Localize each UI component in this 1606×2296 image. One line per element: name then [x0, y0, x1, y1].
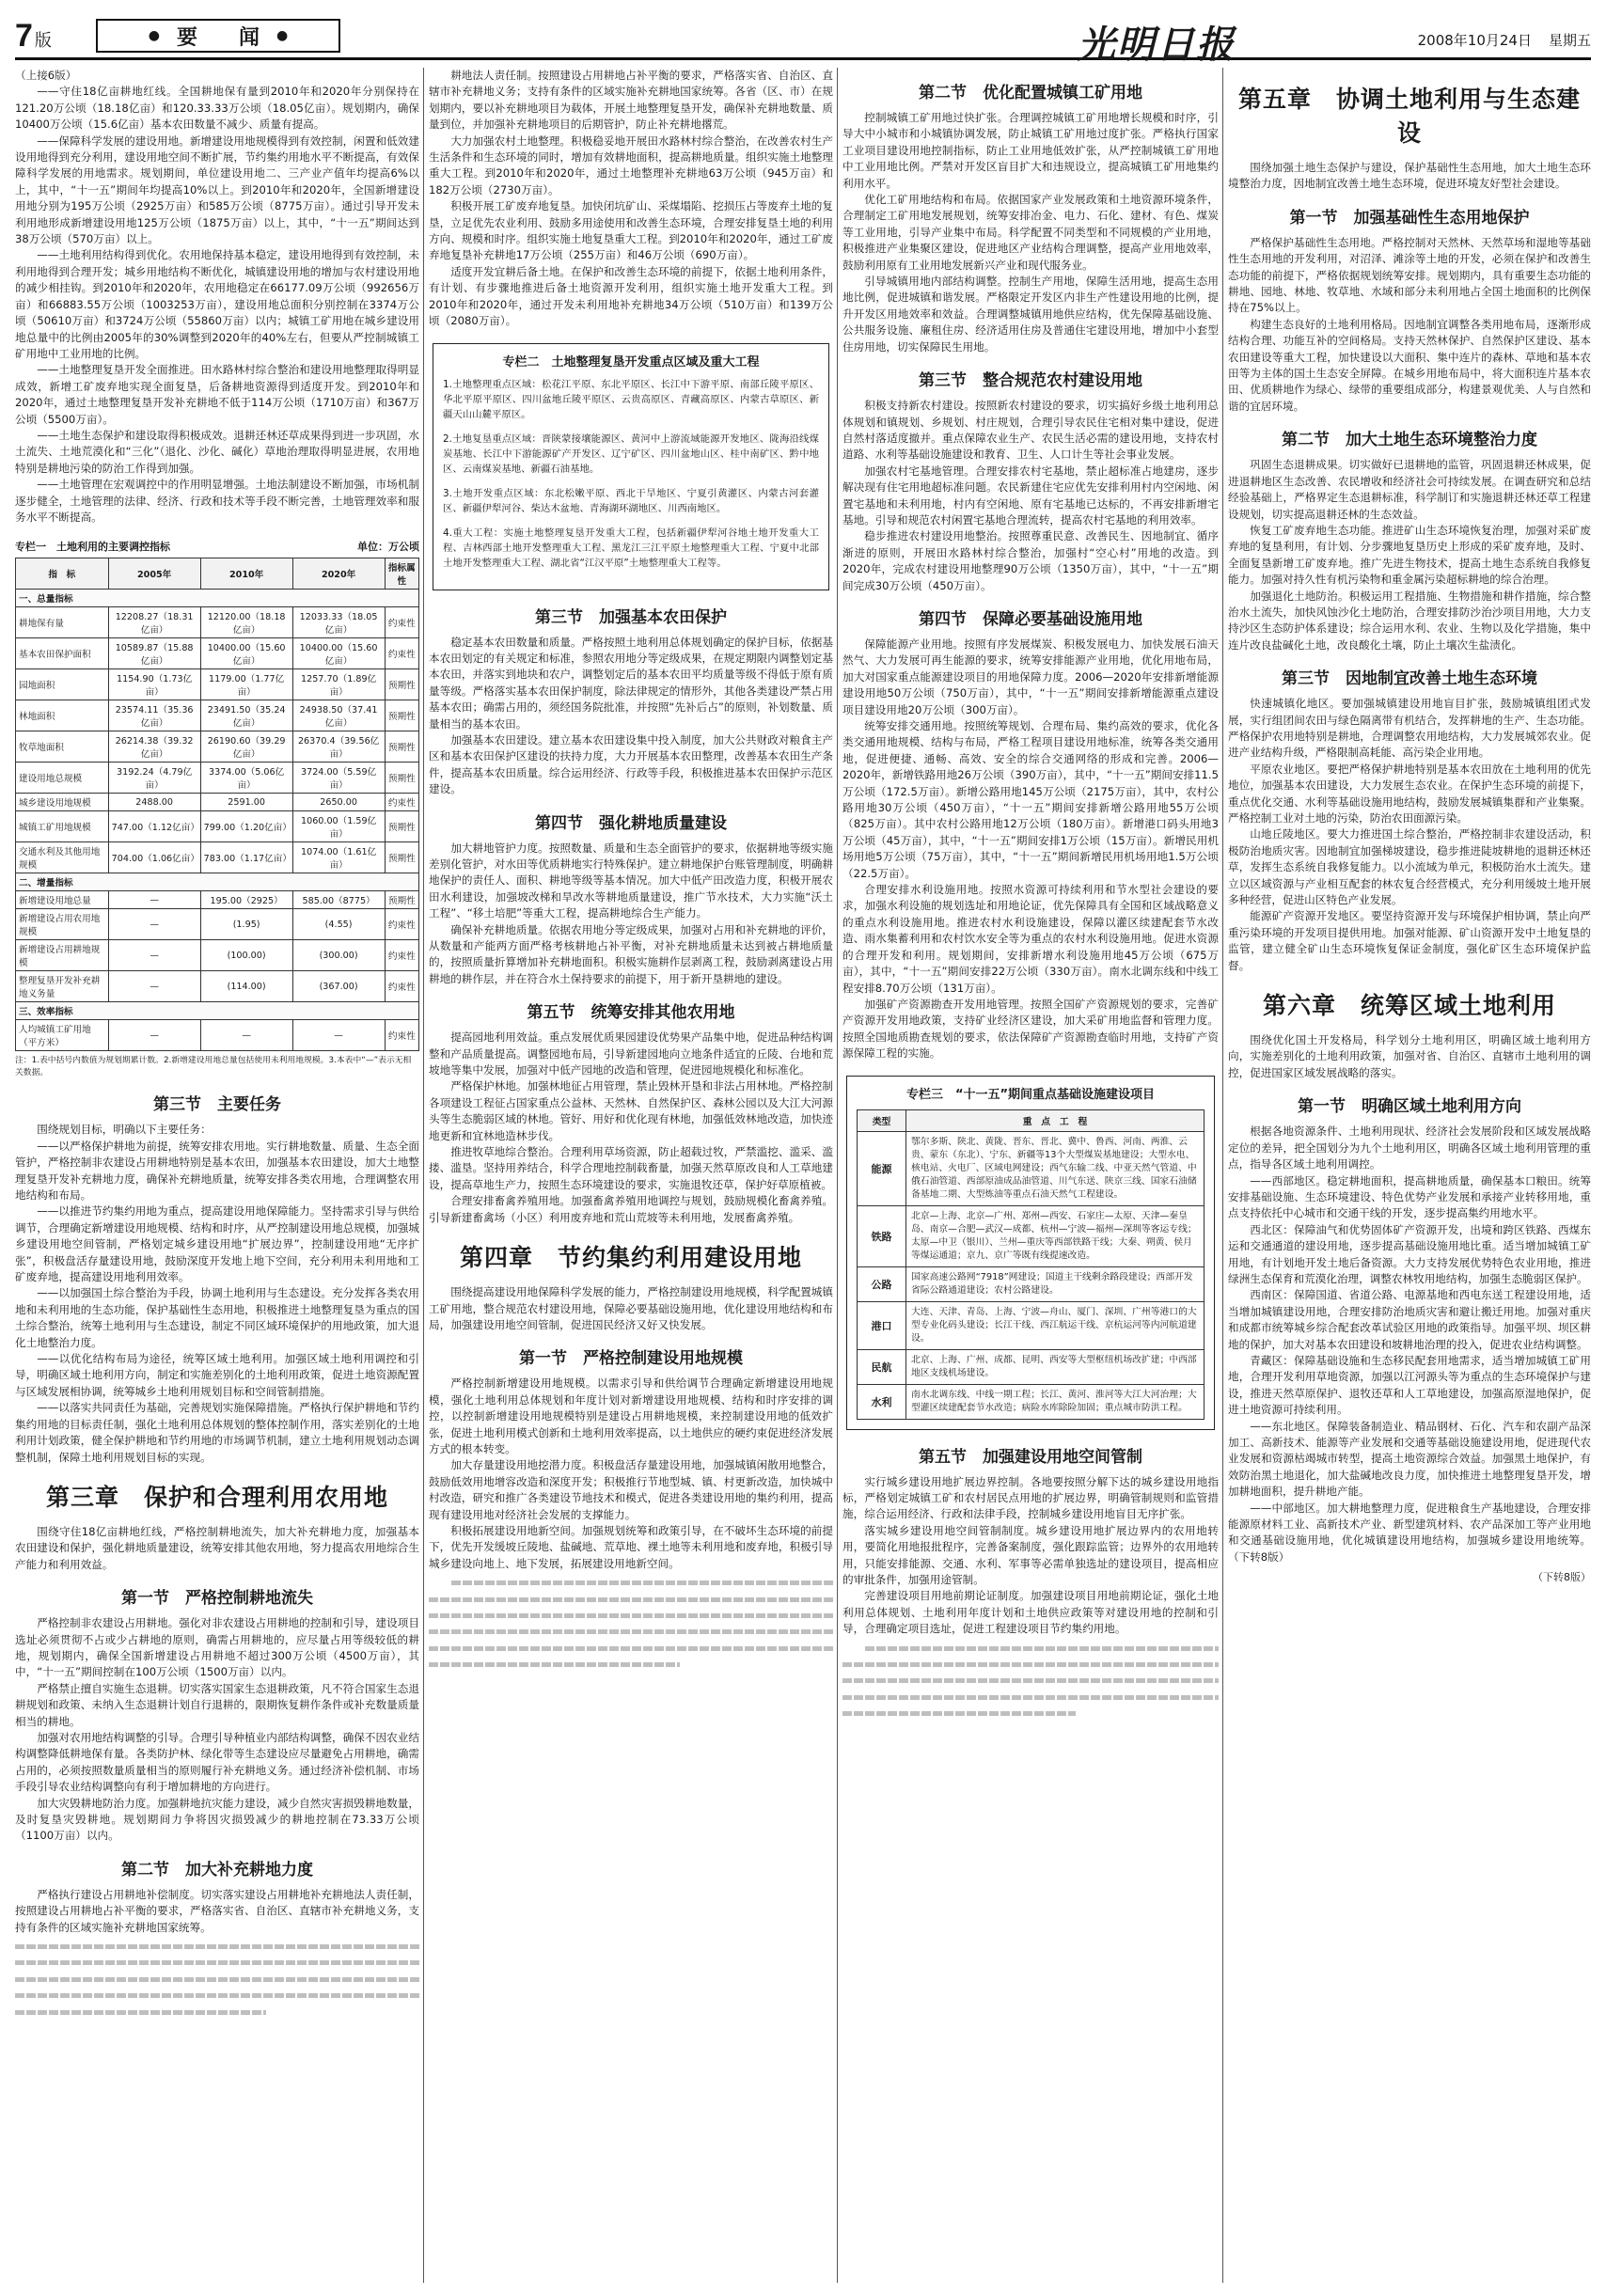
paragraph: 控制城镇工矿用地过快扩张。合理调控城镇工矿用地增长规模和时序，引导大中小城市和小城镇协调发展，防止城镇工矿用地过度扩张。严格执行国家工业项目建设用地控制指标，防止工业用地低效扩张，从严控制城镇工矿用地中工业用地比例。严禁对开发区盲目扩大和违规设立，提高城镇工矿用地集约利用水平。: [842, 111, 1219, 190]
indicator-name: 牧草地面积: [16, 731, 109, 763]
category-cell: 能源: [858, 1131, 906, 1205]
column-1: [15, 68, 419, 2283]
goal-paragraph: ——守住18亿亩耕地红线。全国耕地保有量到2010年和2020年分别保持在121.20万公顷（18.18亿亩）和120.33.33万公顷（18.05亿亩）。规划期内，确保10400万公顷（15.6亿亩）基本农田数量不减少、质量有提高。: [15, 85, 419, 132]
paragraph: 合理安排水利设施用地。按照水资源可持续利用和节水型社会建设的要求，加强水利设施的规划选址和用地论证，优先保障具有全国和区域战略意义的重点水利设施用地。推进农村水利设施建设，保障以灌区续建配套节水改造、雨水集蓄利用和农村饮水安全等为重点的农村水利设施用地。促进水资源的合理开发和利用。规划期间，安排新增水利设施用地45万公顷（675万亩），其中，“十一五”期间安排22万公顷（330万亩）。南水北调东线和中线工程安排8.70万公顷（131万亩）。: [842, 883, 1219, 995]
table-unit: 单位：万公顷: [357, 541, 419, 554]
table-body: [16, 590, 419, 1051]
paragraph: 青藏区：保障基础设施和生态移民配套用地需求，适当增加城镇工矿用地，合理开发利用草地资源，加强以江河源头等为重点的生态环境保护与建设，推进天然草原保护、退牧还草和人工草地建设，加强高原湿地保护，促进土地资源可持续利用。: [1228, 1353, 1591, 1417]
paragraph: 巩固生态退耕成果。切实做好已退耕地的监管，巩固退耕还林成果，促进退耕地区生态改善、农民增收和经济社会可持续发展。在调查研究和总结经验基础上，严格界定生态退耕标准，科学制订和实施退耕还林还草工程建设规划，切实提高退耕还林的生态效益。: [1228, 458, 1591, 521]
indicator-value: —: [108, 1020, 200, 1051]
table-row: [16, 638, 419, 669]
table-row: [858, 1205, 1204, 1266]
project-cell: 北京、上海、广州、成都、昆明、西安等大型枢纽机场改扩建；中西部地区支线机场建设。: [906, 1349, 1204, 1384]
text-filler: [15, 1938, 419, 2020]
column-divider: [837, 68, 838, 2283]
paragraph: ——中部地区。加大耕地整理力度，促进粮食生产基地建设，合理安排能源原材料工业、高新技术产业、新型建筑材料、农产品深加工等产业用地和交通基础设施用地，优化城镇建设用地结构，加强城乡建设用地统筹。（下转8版）: [1228, 1501, 1591, 1564]
chapter-heading: 第六章 统筹区域土地利用: [1262, 992, 1556, 1020]
paragraph: 大力加强农村土地整理。积极稳妥地开展田水路林村综合整治，在改善农村生产生活条件和生态环境的同时，增加有效耕地面积，提高耕地质量。组织实施土地整理重大工程。到2010年和2020年，通过土地整理补充耕地63万公顷（945万亩）和182万公顷（2730万亩）。: [429, 134, 833, 197]
section-heading: 第一节 严格控制建设用地规模: [519, 1349, 743, 1369]
table-row: [16, 1020, 419, 1051]
indicator-attribute: 约束性: [385, 909, 418, 940]
paragraph: 快速城镇化地区。要加强城镇建设用地盲目扩张，鼓励城镇组团式发展，实行组团间农田与绿色隔离带有机结合，发挥耕地的生产、生态功能。严格保护农用地特别是耕地，合理调整农用地结构，大力发展城郊农业。促进产业结构升级，严格限制高耗能、高污染企业用地。: [1228, 697, 1591, 760]
indicator-attribute: 约束性: [385, 607, 418, 638]
indicator-value: 3724.00（5.59亿亩）: [292, 763, 385, 794]
text-filler: [429, 1574, 833, 1672]
indicator-attribute: 预期性: [385, 669, 418, 700]
indicator-value: 26370.4（39.56亿亩）: [292, 731, 385, 763]
section-heading: 第一节 严格控制耕地流失: [121, 1589, 313, 1609]
section-heading: 第五节 统筹安排其他农用地: [527, 1003, 735, 1023]
indicator-name: 城乡建设用地规模: [16, 794, 109, 811]
indicator-attribute: 预期性: [385, 700, 418, 731]
indicator-table: [15, 558, 419, 1051]
group-label: 二、增量指标: [16, 873, 419, 891]
indicator-name: 建设用地总规模: [16, 763, 109, 794]
paragraph: 西南区：保障国道、省道公路、电源基地和西电东送工程建设用地，适当增加城镇建设用地，合理安排防治地质灾害和避让搬迁用地。加强对重庆和成都市统筹城乡综合配套改革试验区用地的政策指导。加强平坝、坝区耕地的保护，加大对基本农田建设和坡耕地治理的投入，促进农业结构调整。: [1228, 1288, 1591, 1351]
section-heading: 第五节 加强建设用地空间管制: [919, 1447, 1142, 1467]
paragraph: ——以推进节约集约用地为重点，提高建设用地保障能力。坚持需求引导与供给调节，合理确定新增建设用地规模、结构和时序，从严控制建设用地总规模，加强城乡建设用地空间管制，严格划定城乡建设用地“扩展边界”，控制建设用地“无序扩张”，积极盘活存量建设用地，鼓励深度开发地上地下空间，充分利用未利用地和工矿废弃地，提高建设用地利用效率。: [15, 1204, 419, 1284]
bullet-icon: ●: [276, 28, 289, 43]
paragraph: 加强退化土地防治。积极运用工程措施、生物措施和耕作措施，综合整治水土流失，加快风蚀沙化土地防治，合理安排防沙治沙项目用地，大力支持沙区生态防护体系建设；综合运用水利、农业、生物以及化学措施，集中连片改良盐碱化土地，改良酸化土壤，防止土壤次生盐渍化。: [1228, 589, 1591, 652]
table-group-row: [16, 1002, 419, 1020]
table-row: [858, 1266, 1204, 1301]
indicator-value: 747.00（1.12亿亩）: [108, 811, 200, 842]
paragraph: 加强对农用地结构调整的引导。合理引导种植业内部结构调整，确保不因农业结构调整降低耕地保有量。各类防护林、绿化带等生态建设应尽量避免占用耕地，确需占用的，必须按照数量质量相当的原则履行补充耕地义务。通过经济补偿机制、市场手段引导农业结构调整向有利于增加耕地的方向进行。: [15, 1730, 419, 1794]
paragraph: 围绕守住18亿亩耕地红线，严格控制耕地流失，加大补充耕地力度，加强基本农田建设和保护，强化耕地质量建设，统筹安排其他农用地，努力提高农用地综合生产能力和利用效益。: [15, 1524, 419, 1571]
indicator-value: 195.00（2925）: [200, 891, 292, 909]
bullet-icon: ●: [148, 28, 160, 43]
paragraph: 加强基本农田建设。建立基本农田建设集中投入制度，加大公共财政对粮食主产区和基本农田保护区建设的扶持力度，大力开展基本农田整理，改善基本农田生产条件，提高基本农田质量。综合运用经济、行政等手段，积极推进基本农田保护示范区建设。: [429, 732, 833, 796]
paragraph: 严格控制非农建设占用耕地。强化对非农建设占用耕地的控制和引导，建设项目选址必须贯彻不占或少占耕地的原则，确需占用耕地的，应尽量占用等级较低的耕地，规划期内，确保全国新增建设占用耕地不超过300万公顷（4500万亩），其中，“十一五”期间控制在100万公顷（1500万亩）以内。: [15, 1616, 419, 1679]
column-header: 2005年: [108, 558, 200, 590]
indicator-value: 2650.00: [292, 794, 385, 811]
project-cell: 鄂尔多斯、陕北、黄陇、晋东、晋北、冀中、鲁西、河南、两淮、云贵、蒙东（东北）、宁东、新疆等13个大型煤炭基地建设；大型水电、核电站、火电厂、区域电网建设；西气东输二线、中亚天然气管道、中俄石油管道、西部原油成品油管道、川气东送、陕京三线、国家石油储备基地二期、大型炼油等重点石油天然气工程建设。: [906, 1131, 1204, 1205]
masthead: [15, 13, 1591, 67]
paragraph: 围绕提高建设用地保障科学发展的能力，严格控制建设用地规模，科学配置城镇工矿用地，整合规范农村建设用地，保障必要基础设施用地，优化建设用地结构和布局，加强建设用地空间管制，促进国民经济又好又快发展。: [429, 1285, 833, 1331]
column-2: [429, 68, 833, 2283]
indicator-value: 23574.11（35.36亿亩）: [108, 700, 200, 731]
section-heading: 第三节 加强基本农田保护: [535, 607, 727, 627]
column-header: 2020年: [292, 558, 385, 590]
section-heading: 第三节 主要任务: [153, 1095, 281, 1115]
section-heading: 第一节 加强基础性生态用地保护: [1289, 208, 1530, 228]
indicator-name: 新增建设占用农用地规模: [16, 909, 109, 940]
paragraph: 落实城乡建设用地空间管制制度。城乡建设用地扩展边界内的农用地转用，要简化用地报批程序，完善备案制度，强化跟踪监管；边界外的农用地转用，只能安排能源、交通、水利、军事等必需单独选址的建设项目，提高相应的审批条件，加强用途管制。: [842, 1523, 1219, 1586]
paragraph: 西北区：保障油气和优势固体矿产资源开发，出境和跨区铁路、西煤东运和交通通道的建设用地，逐步提高基础设施用地比重。适当增加城镇工矿用地，有计划地开发土地后备资源。大力支持发展优势特色农业用地，推进绿洲生态保育和荒漠化治理，调整农林牧用地结构，加强生态脆弱区保护。: [1228, 1222, 1591, 1285]
paragraph: 根据各地资源条件、土地利用现状、经济社会发展阶段和区域发展战略定位的差异，把全国划分为九个土地利用区，明确各区域土地利用管理的重点，指导各区域土地利用调控。: [1228, 1124, 1591, 1172]
category-cell: 铁路: [858, 1205, 906, 1266]
paragraph: 恢复工矿废弃地生态功能。推进矿山生态环境恢复治理，加强对采矿废弃地的复垦利用，有计划、分步骤地复垦历史上形成的采矿废弃地，及时、全面复垦新增工矿废弃地。推广先进生物技术，提高土地生态系统自我修复能力。加强对持久性有机污染物和重金属污染超标耕地的综合治理。: [1228, 523, 1591, 587]
table-header-row: [858, 1109, 1204, 1131]
group-label: 三、效率指标: [16, 1002, 419, 1020]
indicator-value: 12033.33（18.05亿亩）: [292, 607, 385, 638]
indicator-name: 新增建设占用耕地规模: [16, 940, 109, 971]
indicator-value: —: [108, 909, 200, 940]
indicator-value: 10400.00（15.60亿亩）: [200, 638, 292, 669]
table-row: [858, 1349, 1204, 1384]
paragraph: 山地丘陵地区。要大力推进国土综合整治，严格控制非农建设活动，积极防治地质灾害。因地制宜加强梯坡建设，稳步推进陡坡耕地的退耕还林还草，发挥生态系统自我修复能力。以小流域为单元，积极防治水土流失。建立以区域资源与产业相互配套的林农复合经营模式，充分利用缓坡土地开展多种经营，促进山区特色产业发展。: [1228, 827, 1591, 907]
paragraph: 围绕规划目标，明确以下主要任务：: [37, 1123, 212, 1137]
section-heading: 第一节 明确区域土地利用方向: [1298, 1097, 1521, 1117]
indicator-attribute: 预期性: [385, 731, 418, 763]
indicator-value: (100.00): [200, 940, 292, 971]
text-filler: [842, 1640, 1219, 1722]
indicator-value: —: [200, 1020, 292, 1051]
project-cell: 北京—上海、北京—广州、郑州—西安、石家庄—太原、天津—秦皇岛、南京—合肥—武汉—成都、杭州—宁波—福州—深圳等客运专线；太原—中卫（银川）、兰州—重庆等西部铁路干线；大秦、朔黄、侯月等煤运通道；京九、京广等既有线提速改造。: [906, 1205, 1204, 1266]
indicator-value: 3374.00（5.06亿亩）: [200, 763, 292, 794]
indicator-value: 2591.00: [200, 794, 292, 811]
weekday: 星期五: [1548, 32, 1591, 49]
indicator-value: (367.00): [292, 971, 385, 1002]
indicator-attribute: 约束性: [385, 1020, 418, 1051]
table-row: [16, 700, 419, 731]
indicator-value: (114.00): [200, 971, 292, 1002]
paper-logo: 光明日报: [1078, 23, 1236, 67]
table-row: [16, 842, 419, 873]
column-3: [842, 68, 1219, 2283]
box-title: 专栏二 土地整理复垦开发重点区域及重大工程: [502, 354, 760, 370]
paragraph: 积极拓展建设用地新空间。加强规划统筹和政策引导，在不破坏生态环境的前提下，优先开发缓坡丘陵地、盐碱地、荒草地、裸土地等未利用地和废弃地，积极引导城乡建设向地上、地下发展，拓展建设用地新空间。: [429, 1523, 833, 1570]
box-item: 3.土地开发重点区域：东北松嫩平原、西北干旱地区、宁夏引黄灌区、内蒙古河套灌区、新疆伊犁河谷、柴达木盆地、青海湖环湖地区、川西南地区。: [443, 487, 819, 514]
box-item: 2.土地复垦重点区域：晋陕蒙接壤能源区、黄河中上游流域能源开发地区、陇海沿线煤炭基地、长江中下游能源矿产开发区、辽宁矿区、四川盆地山区、桂中南矿区、黔中地区、云南煤炭基地、新疆石油基地。: [443, 432, 819, 475]
indicator-attribute: 预期性: [385, 891, 418, 909]
table-row: [16, 940, 419, 971]
chapter-heading: 第四章 节约集约利用建设用地: [459, 1244, 802, 1272]
paragraph: ——以落实共同责任为基础，完善规划实施保障措施。严格执行保护耕地和节约集约用地的目标责任制，强化土地利用总体规划的整体控制作用，落实差别化的土地利用计划政策，健全保护耕地和节约用地的市场调节机制，建立土地利用规划动态调整机制，保障土地利用规划目标的实现。: [15, 1401, 419, 1464]
paragraph: 严格保护基础性生态用地。严格控制对天然林、天然草场和湿地等基础性生态用地的开发利用，对沼泽、滩涂等土地的开发，必须在保护和改善生态功能的前提下，严格依据规划统筹安排。规划期内，具有重要生态功能的耕地、园地、林地、牧草地、水域和部分未利用地占全国土地面积的比例保持在75%以上。: [1228, 235, 1591, 315]
paragraph: 积极开展工矿废弃地复垦。加快闭坑矿山、采煤塌陷、挖损压占等废弃土地的复垦，立足优先农业利用、鼓励多用途使用和改善生态环境，合理安排复垦土地的利用方向、规模和时序。组织实施土地复垦重大工程。到2010年和2020年，通过工矿废弃地复垦补充耕地17万公顷（255万亩）和46万公顷（690万亩）。: [429, 199, 833, 262]
column-header: 指标属性: [385, 558, 418, 590]
column-4: [1228, 68, 1591, 2283]
indicator-table-title: [15, 539, 419, 554]
table-row: [16, 794, 419, 811]
project-cell: 南水北调东线、中线一期工程；长江、黄河、淮河等大江大河治理；大型灌区续建配套节水改造；病险水库除险加固；重点城市防洪工程。: [906, 1384, 1204, 1419]
paragraph: 完善建设项目用地前期论证制度。加强建设项目用地前期论证，强化土地利用总体规划、土地利用年度计划和土地供应政策等对建设用地的控制和引导，合理确定项目选址，促进工程建设项目节约集约用地。: [842, 1589, 1219, 1636]
group-label: 一、总量指标: [16, 590, 419, 607]
table-row: [16, 971, 419, 1002]
goals-list: [15, 84, 419, 526]
indicator-value: 23491.50（35.24亿亩）: [200, 700, 292, 731]
paragraph: ——西部地区。稳定耕地面积，提高耕地质量，确保基本口粮田。统筹安排基础设施、生态环境建设、特色优势产业发展和承接产业转移用地，重点支持依托中心城市和交通干线的开发，逐步提高集约用地水平。: [1228, 1173, 1591, 1220]
column-divider: [1222, 68, 1223, 2283]
table-row: [16, 763, 419, 794]
indicator-value: 10400.00（15.60亿亩）: [292, 638, 385, 669]
table-group-row: [16, 590, 419, 607]
section-label: [96, 19, 340, 53]
indicator-value: 799.00（1.20亿亩）: [200, 811, 292, 842]
section-heading: 第三节 因地制宜改善土地生态环境: [1282, 669, 1537, 689]
table-notes: 注：1.表中括号内数值为规划期累计数。2.新增建设用地总量包括使用未利用地规模。3.本表中“—”表示无相关数据。: [15, 1056, 412, 1078]
paragraph: 围绕优化国土开发格局，科学划分土地利用区，明确区域土地利用方向，实施差别化的土地利用政策，加强对省、自治区、直辖市土地利用的调控，促进国家区域发展战略的落实。: [1228, 1033, 1591, 1079]
paragraph: ——以严格保护耕地为前提，统筹安排农用地。实行耕地数量、质量、生态全面管护，严格控制非农建设占用耕地特别是基本农田，加强基本农田建设，加大土地整理复垦开发补充耕地力度，确保补充耕地质量，统筹安排各类农用地，合理调整农用地结构和布局。: [15, 1139, 419, 1202]
column-divider: [423, 68, 424, 2283]
indicator-value: 12120.00（18.18亿亩）: [200, 607, 292, 638]
indicator-value: 585.00（8775）: [292, 891, 385, 909]
indicator-name: 人均城镇工矿用地（平方米）: [16, 1020, 109, 1051]
indicator-name: 新增建设用地总量: [16, 891, 109, 909]
indicator-name: 交通水利及其他用地规模: [16, 842, 109, 873]
indicator-name: 园地面积: [16, 669, 109, 700]
paragraph: 合理安排畜禽养殖用地。加强畜禽养殖用地调控与规划，鼓励规模化畜禽养殖。引导新建畜禽场（小区）利用废弃地和荒山荒坡等未利用地，发展畜禽养殖。: [429, 1194, 833, 1224]
indicator-value: 26214.38（39.32亿亩）: [108, 731, 200, 763]
table-caption: 专栏一 土地利用的主要调控指标: [15, 541, 170, 554]
paragraph: 稳步推进农村建设用地整治。按照尊重民意、改善民生、因地制宜、循序渐进的原则，开展田水路林村综合整治，加强村“空心村”用地的改造。到2020年，完成农村建设用地整理90万公顷（1350万亩），其中，“十一五”期间完成30万公顷（450万亩）。: [842, 529, 1219, 592]
indicator-value: 24938.50（37.41亿亩）: [292, 700, 385, 731]
paragraph: 确保补充耕地质量。依据农用地分等定级成果，加强对占用和补充耕地的评价，从数量和产能两方面严格考核耕地占补平衡，对补充耕地质量未达到被占耕地质量的，按照质量折算增加补充耕地面积。积极实施耕作层剥离工程，鼓励剥离建设占用耕地的耕作层，并在符合水土保持要求的前提下，用于新开垦耕地的建设。: [429, 922, 833, 985]
section-heading: 第四节 保障必要基础设施用地: [919, 609, 1142, 629]
table-row: [858, 1131, 1204, 1205]
indicator-value: —: [108, 891, 200, 909]
goal-paragraph: ——土地生态保护和建设取得积极成效。退耕还林还草成果得到进一步巩固，水土流失、土地荒漠化和“三化”（退化、沙化、碱化）草地治理取得明显进展，农用地特别是耕地污染的防治工作得到加强。: [15, 428, 419, 475]
paragraph: 提高园地利用效益。重点发展优质果园建设优势果产品集中地，促进品种结构调整和产品质量提高。调整园地布局，引导新建园地向立地条件适宜的丘陵、台地和荒坡地等集中发展，加强对中低产园地的改造和管理，促进园地规模化和标准化。: [429, 1030, 833, 1077]
indicator-value: 1154.90（1.73亿亩）: [108, 669, 200, 700]
paragraph: 平原农业地区。要把严格保护耕地特别是基本农田放在土地利用的优先地位，加强基本农田建设，大力发展生态农业。在保护生态环境的前提下，重点优化交通、水利等基础设施用地结构，鼓励发展城镇集群和产业集聚。严格控制工业对土地的污染，防治农田面源污染。: [1228, 762, 1591, 825]
paragraph: ——东北地区。保障装备制造业、精品钢材、石化、汽车和农副产品深加工、高新技术、能源等产业发展和交通等基础设施建设用地，促进现代农业发展和资源枯竭城市转型，提高土地资源综合效益。加强黑土地保护，有效防治黑土地退化，加大盐碱地改良力度，加快推进土地整理复垦开发，增加耕地面积，提升耕地产能。: [1228, 1419, 1591, 1499]
table-row: [16, 811, 419, 842]
indicator-value: 704.00（1.06亿亩）: [108, 842, 200, 873]
indicator-attribute: 约束性: [385, 794, 418, 811]
indicator-value: 3192.24（4.79亿亩）: [108, 763, 200, 794]
box-item: 1.土地整理重点区域：松花江平原、东北平原区、长江中下游平原、南部丘陵平原区、华北平原平原区、四川盆地丘陵平原区、云贵高原区、青藏高原区、内蒙古草原区、新疆天山山麓平原区。: [443, 378, 819, 420]
indicator-value: 10589.87（15.88亿亩）: [108, 638, 200, 669]
column-header: 2010年: [200, 558, 292, 590]
paragraph: 严格控制新增建设用地规模。以需求引导和供给调节合理确定新增建设用地规模，强化土地利用总体规划和年度计划对新增建设用地规模、结构和时序安排的调控，以控制新增建设用地规模特别是建设占用耕地规模，来控制建设用地的低效扩张，促进土地利用模式创新和土地利用效率提高，以土地供应的硬约束促进经济发展方式的根本转变。: [429, 1376, 833, 1455]
indicator-attribute: 预期性: [385, 811, 418, 842]
paragraph: ——以加强国土综合整治为手段，协调土地利用与生态建设。充分发挥各类农用地和未利用地的生态功能，保护基础性生态用地，积极推进土地整理复垦为重点的国土综合整治，统筹土地利用与生态建设，制定不同区域环境保护的用地政策，加大退化土地整治力度。: [15, 1286, 419, 1349]
indicator-value: 12208.27（18.31亿亩）: [108, 607, 200, 638]
paragraph: 构建生态良好的土地利用格局。因地制宜调整各类用地布局，逐渐形成结构合理、功能互补的空间格局。支持天然林保护、自然保护区建设、基本农田建设等重大工程，加快建设以大面积、集中连片的森林、草地和基本农田等为主体的国土生态安全屏障。在城乡用地布局中，将大面积连片基本农田、优质耕地作为绿心、绿带的重要组成部分，构建景观优美、人与自然和谐的宜居环境。: [1228, 317, 1591, 413]
paragraph: 加强农村宅基地管理。合理安排农村宅基地，禁止超标准占地建房，逐步解决现有住宅用地超标准问题。农民新建住宅应优先安排利用村内空闲地、闲置宅基地和未利用地，村内有空闲地、原有宅基地已达标的，不再安排新增宅基地。引导和规范农村闲置宅基地合理流转，提高农村宅基地的利用效率。: [842, 464, 1219, 527]
paragraph: 严格禁止擅自实施生态退耕。切实落实国家生态退耕政策，凡不符合国家生态退耕规划和政策、未纳入生态退耕计划自行退耕的，限期恢复耕作条件或补充数量质量相当的耕地。: [15, 1681, 419, 1728]
goal-paragraph: ——土地整理复垦开发全面推进。田水路林村综合整治和建设用地整理取得明显成效，新增工矿废弃地实现全面复垦，后备耕地资源得到适度开发。到2010年和2020年，通过土地整理复垦开发补充耕地不低于114万公顷（1710万亩）和367万公顷（5500万亩）。: [15, 363, 419, 426]
project-cell: 国家高速公路网“7918”网建设；国道主干线剩余路段建设；西部开发省际公路通道建设；农村公路建设。: [906, 1266, 1204, 1301]
table-row: [16, 731, 419, 763]
table-row: [16, 669, 419, 700]
indicator-attribute: 约束性: [385, 940, 418, 971]
indicator-value: —: [292, 1020, 385, 1051]
section-heading: 第二节 加大土地生态环境整治力度: [1282, 431, 1537, 450]
sidebar-box: [433, 343, 829, 590]
indicator-value: 2488.00: [108, 794, 200, 811]
paragraph: ——以优化结构布局为途径，统筹区域土地利用。加强区域土地利用调控和引导，明确区域土地利用方向，制定和实施差别化的土地利用政策，促进土地资源配置与区域发展相协调，统筹城乡土地利用规划目标和空间管制措施。: [15, 1352, 419, 1398]
column-header: 重 点 工 程: [906, 1109, 1204, 1131]
section-heading: 第三节 整合规范农村建设用地: [919, 371, 1142, 391]
indicator-value: 1179.00（1.77亿亩）: [200, 669, 292, 700]
indicator-value: 1060.00（1.59亿亩）: [292, 811, 385, 842]
indicator-name: 耕地保有量: [16, 607, 109, 638]
continuation-note: （上接6版）: [15, 69, 77, 82]
table-row: [16, 909, 419, 940]
paragraph: 加大存量建设用地挖潜力度。积极盘活存量建设用地，加强城镇闲散用地整合，鼓励低效用地增容改造和深度开发；积极推行节地型城、镇、村更新改造，加快城中村改造，研究和推广各类建设节地技术和模式，促进各类建设用地的集约利用，提高现有建设用地对经济社会发展的支撑能力。: [429, 1458, 833, 1521]
paragraph: 严格执行建设占用耕地补偿制度。切实落实建设占用耕地补充耕地法人责任制，按照建设占用耕地占补平衡的要求，严格落实省、自治区、直辖市补充耕地义务，支持有条件的区域实施补充耕地国家统筹。: [15, 1887, 419, 1934]
box-title: 专栏三 “十一五”期间重点基础设施建设项目: [905, 1087, 1156, 1102]
paragraph: 引导城镇用地内部结构调整。控制生产用地，保障生活用地，提高生态用地比例，促进城镇和谐发展。严格限定开发区内非生产性建设用地的比例，提升开发区用地效率和效益。合理调整城镇用地供应结构，优先保障基础设施、公共服务设施、廉租住房、经济适用住房及普通住宅建设用地，增加中小套型住房用地，切实保障民生用地。: [842, 275, 1219, 354]
section-name: 要 闻: [176, 25, 260, 50]
indicator-attribute: 预期性: [385, 842, 418, 873]
category-cell: 民航: [858, 1349, 906, 1384]
indicator-value: (1.95): [200, 909, 292, 940]
indicator-name: 基本农田保护面积: [16, 638, 109, 669]
indicator-attribute: 约束性: [385, 638, 418, 669]
continued-note: （下转8版）: [1533, 1571, 1591, 1584]
indicator-name: 整理复垦开发补充耕地义务量: [16, 971, 109, 1002]
category-cell: 公路: [858, 1266, 906, 1301]
paragraph: 严格保护林地。加强林地征占用管理，禁止毁林开垦和非法占用林地。严格控制各项建设工程征占国家重点公益林、天然林、自然保护区、森林公园以及大江大河源头等生态脆弱区域的林地。管好、用好和优化现有林地，加强低效林地改造，加快迹地更新和宜林地造林步伐。: [429, 1079, 833, 1142]
chapter-heading: 第三章 保护和合理利用农用地: [45, 1483, 388, 1511]
indicator-attribute: 约束性: [385, 971, 418, 1002]
date: 2008年10月24日: [1417, 32, 1532, 49]
column-header: 指 标: [16, 558, 109, 590]
paragraph: 稳定基本农田数量和质量。严格按照土地利用总体规划确定的保护目标，依据基本农田划定的有关规定和标准，参照农用地分等定级成果，在规定期限内调整划定基本农田，并落实到地块和农户，调整划定后的基本农田平均质量等级不得低于原有质量等级。严格落实基本农田保护制度，除法律规定的情形外，其他各类建设严禁占用基本农田；确需占用的，须经国务院批准，并按照“先补后占”的原则，补划数量、质量相当的基本农田。: [429, 635, 833, 731]
indicator-value: (4.55): [292, 909, 385, 940]
paragraph: 适度开发宜耕后备土地。在保护和改善生态环境的前提下，依据土地利用条件，有计划、有步骤地推进后备土地资源开发利用，组织实施土地开发重大工程。到2010年和2020年，通过开发未利用地补充耕地34万公顷（510万亩）和139万公顷（2080万亩）。: [429, 264, 833, 328]
section-heading: 第四节 强化耕地质量建设: [535, 813, 727, 833]
paragraph: 优化工矿用地结构和布局。依据国家产业发展政策和土地资源环境条件，合理制定工矿用地发展规划，统筹安排冶金、电力、石化、建材、有色、煤炭等工业用地，引导产业集中布局。科学配置不同类型和不同规模的产业用地，积极推进产业集聚区建设，促进地区产业结构合理调整，提高产业用地效率，鼓励利用原有工业用地发展新兴产业和现代服务业。: [842, 193, 1219, 272]
project-box: [846, 1076, 1215, 1430]
paragraph: 统筹安排交通用地。按照统筹规划、合理布局、集约高效的要求，优化各类交通用地规模、结构与布局，严格工程项目建设用地标准，统筹各类交通用地，促进便捷、通畅、高效、安全的综合交通网络的形成和完善。2006—2020年，新增铁路用地26万公顷（390万亩），其中，“十一五”期间安排11.5万公顷（172.5万亩）。新增公路用地145万公顷（2175万亩），其中，农村公路用地30万公顷（450万亩），“十一五”期间安排新增公路用地55万公顷（825万亩）。其中农村公路用地12万公顷（180万亩）。新增港口码头用地3万公顷（45万亩），其中，“十一五”期间安排1万公顷（15万亩）。新增民用机场用地5万公顷（75万亩），其中，“十一五”期间新增民用机场用地1.5万公顷（22.5万亩）。: [842, 719, 1219, 880]
paragraph: 围绕加强土地生态保护与建设，保护基础性生态用地，加大土地生态环境整治力度，因地制宜改善土地生态环境，促进环境友好型社会建设。: [1228, 161, 1591, 191]
goal-paragraph: ——保障科学发展的建设用地。新增建设用地规模得到有效控制，闲置和低效建设用地得到充分利用，建设用地空间不断扩展，节约集约用地水平不断提高，有效保障科学发展的用地需求。规划期间，单位建设用地二、三产业产值年均提高6%以上，其中，“十一五”期间年均提高10%以上。到2010年和2020年，全国新增建设用地分别为195万公顷（2925万亩）和585万公顷（8775万亩）。通过引导开发未利用地形成新增建设用地125万公顷（1875万亩）以上，其中，“十一五”期间达到38万公顷（570万亩）以上。: [15, 134, 419, 246]
indicator-value: —: [108, 940, 200, 971]
paragraph: 加强矿产资源勘查开发用地管理。按照全国矿产资源规划的要求，完善矿产资源开发用地政策，支持矿业经济区建设，加大采矿用地监督和管理力度。按照全国地质勘查规划的要求，依法保障矿产资源勘查临时用地，支持矿产资源保障工程的实施。: [842, 997, 1219, 1061]
goal-paragraph: ——土地利用结构得到优化。农用地保持基本稳定，建设用地得到有效控制，未利用地得到合理开发；城乡用地结构不断优化，城镇建设用地的增加与农村建设用地的减少相挂钩。到2010年和2020年，农用地稳定在66177.09万公顷（992656万亩）和66883.55万公顷（1003253万亩），建设用地总面积分别控制在3374万公顷（50610万亩）和3724万公顷（55860万亩）以内；城镇工矿用地在城乡建设用地总量中的比例由2005年的30%调整到2020年的40%左右，但要从严控制城镇工矿用地中工业用地的比例。: [15, 248, 419, 360]
table-row: [858, 1384, 1204, 1419]
category-cell: 港口: [858, 1301, 906, 1349]
paragraph: 推进牧草地综合整治。合理利用草场资源，防止超载过牧，严禁滥挖、滥采、滥搂、滥垦。坚持用养结合，科学合理地控制载畜量，加强天然草原改良和人工草地建设，提高草地生产力，按照生态环境建设的要求，实施退牧还草，保护好草原植被。: [429, 1145, 833, 1191]
paragraph: 保障能源产业用地。按照有序发展煤炭、积极发展电力、加快发展石油天然气、大力发展可再生能源的要求，统筹安排能源产业用地，优化用地布局，加大对国家重点能源建设项目的用地保障力度。2006—2020年安排新增能源建设用地50万公顷（750万亩），其中，“十一五”期间安排新增能源重点建设项目建设用地20万公顷（300万亩）。: [842, 637, 1219, 716]
table-row: [858, 1301, 1204, 1349]
indicator-value: —: [108, 971, 200, 1002]
indicator-attribute: 预期性: [385, 763, 418, 794]
section-heading: 第二节 加大补充耕地力度: [121, 1860, 313, 1879]
indicator-name: 林地面积: [16, 700, 109, 731]
table-header-row: [16, 558, 419, 590]
indicator-value: 1257.70（1.89亿亩）: [292, 669, 385, 700]
column-header: 类型: [858, 1109, 906, 1131]
paragraph: 加大耕地管护力度。按照数量、质量和生态全面管护的要求，依据耕地等级实施差别化管护，对水田等优质耕地实行特殊保护。建立耕地保护台账管理制度，明确耕地保护的责任人、面积、耕地等级等基本情况。加大中低产田改造力度，积极开展农田水利建设，加强坡改梯和旱改水等耕地质量建设，推广节水技术，大力实施“沃土工程”、“移土培肥”等重大工程，提高耕地综合生产能力。: [429, 841, 833, 920]
paragraph: 能源矿产资源开发地区。要坚持资源开发与环境保护相协调，禁止向严重污染环境的开发项目提供用地。加强对能源、矿山资源开发中土地复垦的监管，建立健全矿山生态环境恢复保证金制度，强化矿区生态环境保护监督。: [1228, 909, 1591, 972]
project-table: [857, 1109, 1204, 1420]
indicator-value: 26190.60（39.29亿亩）: [200, 731, 292, 763]
paragraph: 耕地法人责任制。按照建设占用耕地占补平衡的要求，严格落实省、自治区、直辖市补充耕地义务；支持有条件的区域实施补充耕地国家统筹。各省（区、市）在规划期内，要以补充耕地项目为载体，开展土地整理复垦开发，确保补充耕地数量、质量到位，并加强补充耕地项目的后期管护，防止补充耕地撂荒。: [429, 69, 833, 132]
section-heading: 第二节 优化配置城镇工矿用地: [919, 84, 1142, 102]
paragraph: 积极支持新农村建设。按照新农村建设的要求，切实搞好乡级土地利用总体规划和镇规划、乡规划、村庄规划，合理引导农民住宅相对集中建设，促进自然村落适度撤并。重点保障农业生产、农民生活必需的建设用地，支持农村道路、水利等基础设施建设和教育、卫生、人口计生等社会事业发展。: [842, 399, 1219, 462]
project-cell: 大连、天津、青岛、上海、宁波—舟山、厦门、深圳、广州等港口的大型专业化码头建设；长江干线、西江航运干线、京杭运河等内河航道建设。: [906, 1301, 1204, 1349]
table-row: [16, 607, 419, 638]
table-row: [16, 891, 419, 909]
box-item: 4.重大工程：实施土地整理复垦开发重大工程，包括新疆伊犁河谷地土地开发重大工程、吉林西部土地开发整理重大工程、黑龙江三江平原土地整理重大工程、宁夏中北部土地开发整理重大工程、湖北省“江汉平原”土地整理重大工程等。: [443, 527, 819, 569]
indicator-value: (300.00): [292, 940, 385, 971]
table-group-row: [16, 873, 419, 891]
chapter-heading: 第五章 协调土地利用与生态建设: [1237, 86, 1581, 147]
paragraph: 加大灾毁耕地防治力度。加强耕地抗灾能力建设，减少自然灾害损毁耕地数量，及时复垦灾毁耕地。规划期间力争将因灾损毁减少的耕地控制在73.33万公顷（1100万亩）以内。: [15, 1796, 419, 1843]
indicator-name: 城镇工矿用地规模: [16, 811, 109, 842]
indicator-value: 1074.00（1.61亿亩）: [292, 842, 385, 873]
goal-paragraph: ——土地管理在宏观调控中的作用明显增强。土地法制建设不断加强，市场机制逐步健全，土地管理的法律、经济、行政和技术等手段不断完善，土地管理效率和服务水平不断提高。: [15, 478, 419, 524]
indicator-value: 783.00（1.17亿亩）: [200, 842, 292, 873]
publication-date: [1418, 30, 1591, 50]
category-cell: 水利: [858, 1384, 906, 1419]
paragraph: 实行城乡建设用地扩展边界控制。各地要按照分解下达的城乡建设用地指标，严格划定城镇工矿和农村居民点用地的扩展边界，明确管制规则和监管措施，综合运用经济、行政和法律手段，控制城乡建设用地盲目无序扩张。: [842, 1474, 1219, 1521]
page-number: 7 版: [15, 18, 52, 54]
